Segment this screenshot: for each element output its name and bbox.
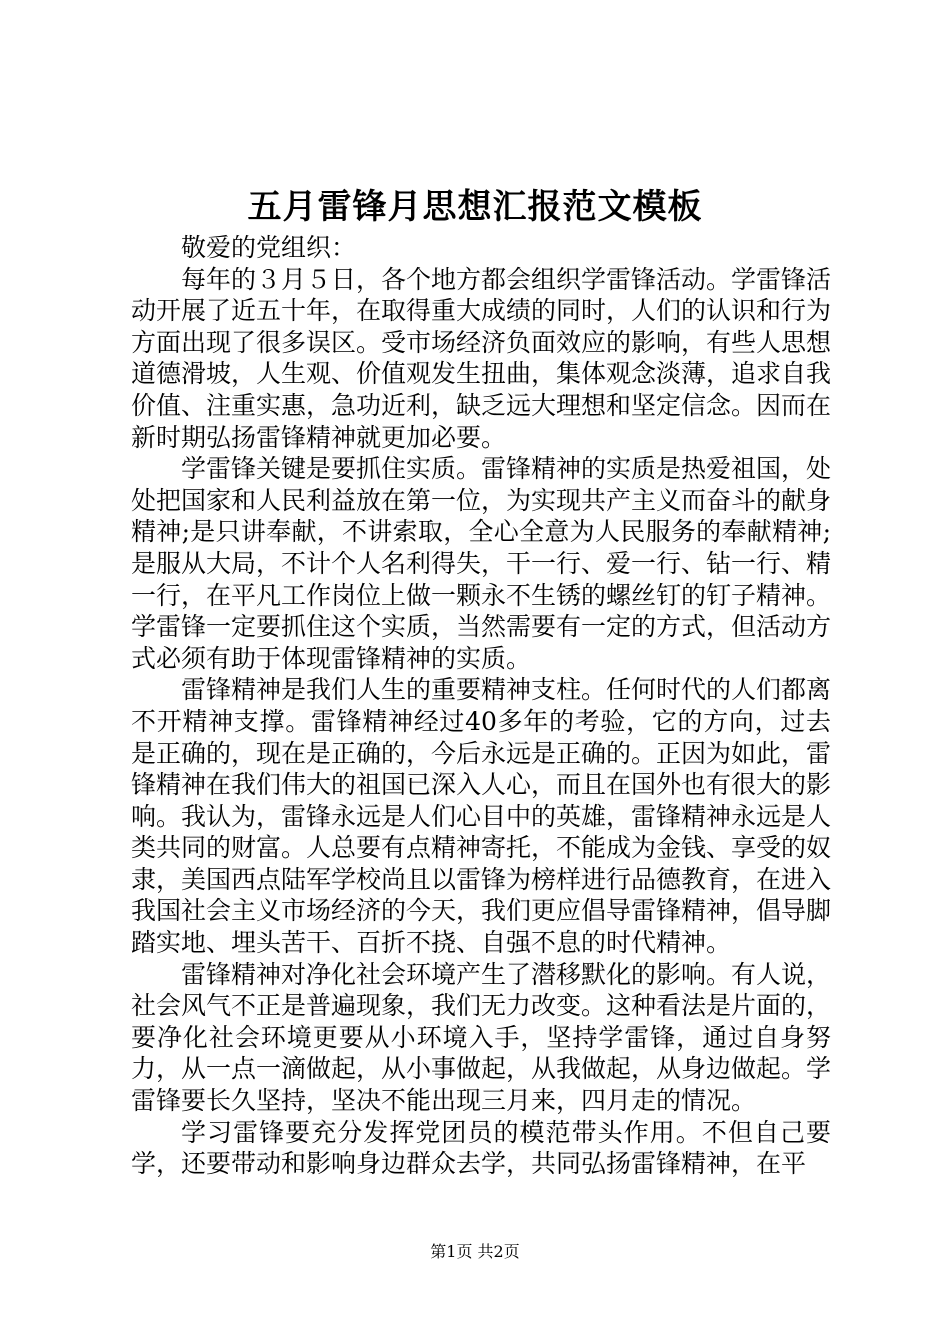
paragraph-1: 每年的３月５日，各个地方都会组织学雷锋活动。学雷锋活动开展了近五十年，在取得重大成绩的同时，人们的认识和行为方面出现了很多误区。受市场经济负面效应的影响，有些人思想道德滑坡，人生观、价值观发生扭曲，集体观念淡薄，追求自我价值、注重实惠，急功近利，缺乏远大理想和坚定信念。因而在新时期弘扬雷锋精神就更加必要。 [131, 264, 832, 452]
paragraph-3: 雷锋精神是我们人生的重要精神支柱。任何时代的人们都离不开精神支撑。雷锋精神经过40多年的考验，它的方向，过去是正确的，现在是正确的，今后永远是正确的。正因为如此，雷锋精神在我们伟大的祖国已深入人心，而且在国外也有很大的影响。我认为，雷锋永远是人们心目中的英雄，雷锋精神永远是人类共同的财富。人总要有点精神寄托，不能成为金钱、享受的奴隶，美国西点陆军学校尚且以雷锋为榜样进行品德教育，在进入我国社会主义市场经济的今天，我们更应倡导雷锋精神，倡导脚踏实地、埋头苦干、百折不挠、自强不息的时代精神。 [131, 675, 832, 958]
document-body [131, 232, 831, 1180]
paragraph-4: 雷锋精神对净化社会环境产生了潜移默化的影响。有人说，社会风气不正是普遍现象，我们无力改变。这种看法是片面的，要净化社会环境更要从小环境入手，坚持学雷锋，通过自身努力，从一点一滴做起，从小事做起，从我做起，从身边做起。学雷锋要长久坚持，坚决不能出现三月来，四月走的情况。 [131, 959, 832, 1116]
page-number-footer: 第1页 共2页 [430, 1242, 520, 1261]
document-title: 五月雷锋月思想汇报范文模板 [247, 187, 703, 227]
paragraph-5: 学习雷锋要充分发挥党团员的模范带头作用。不但自己要学，还要带动和影响身边群众去学，共同弘扬雷锋精神，在平 [131, 1117, 831, 1179]
salutation: 敬爱的党组织： [181, 233, 357, 262]
paragraph-2: 学雷锋关键是要抓住实质。雷锋精神的实质是热爱祖国，处处把国家和人民利益放在第一位，为实现共产主义而奋斗的献身精神;是只讲奉献，不讲索取，全心全意为人民服务的奉献精神;是服从大局，不计个人名利得失，干一行、爱一行、钻一行、精一行，在平凡工作岗位上做一颗永不生锈的螺丝钉的钉子精神。学雷锋一定要抓住这个实质，当然需要有一定的方式，但活动方式必须有助于体现雷锋精神的实质。 [131, 454, 832, 673]
